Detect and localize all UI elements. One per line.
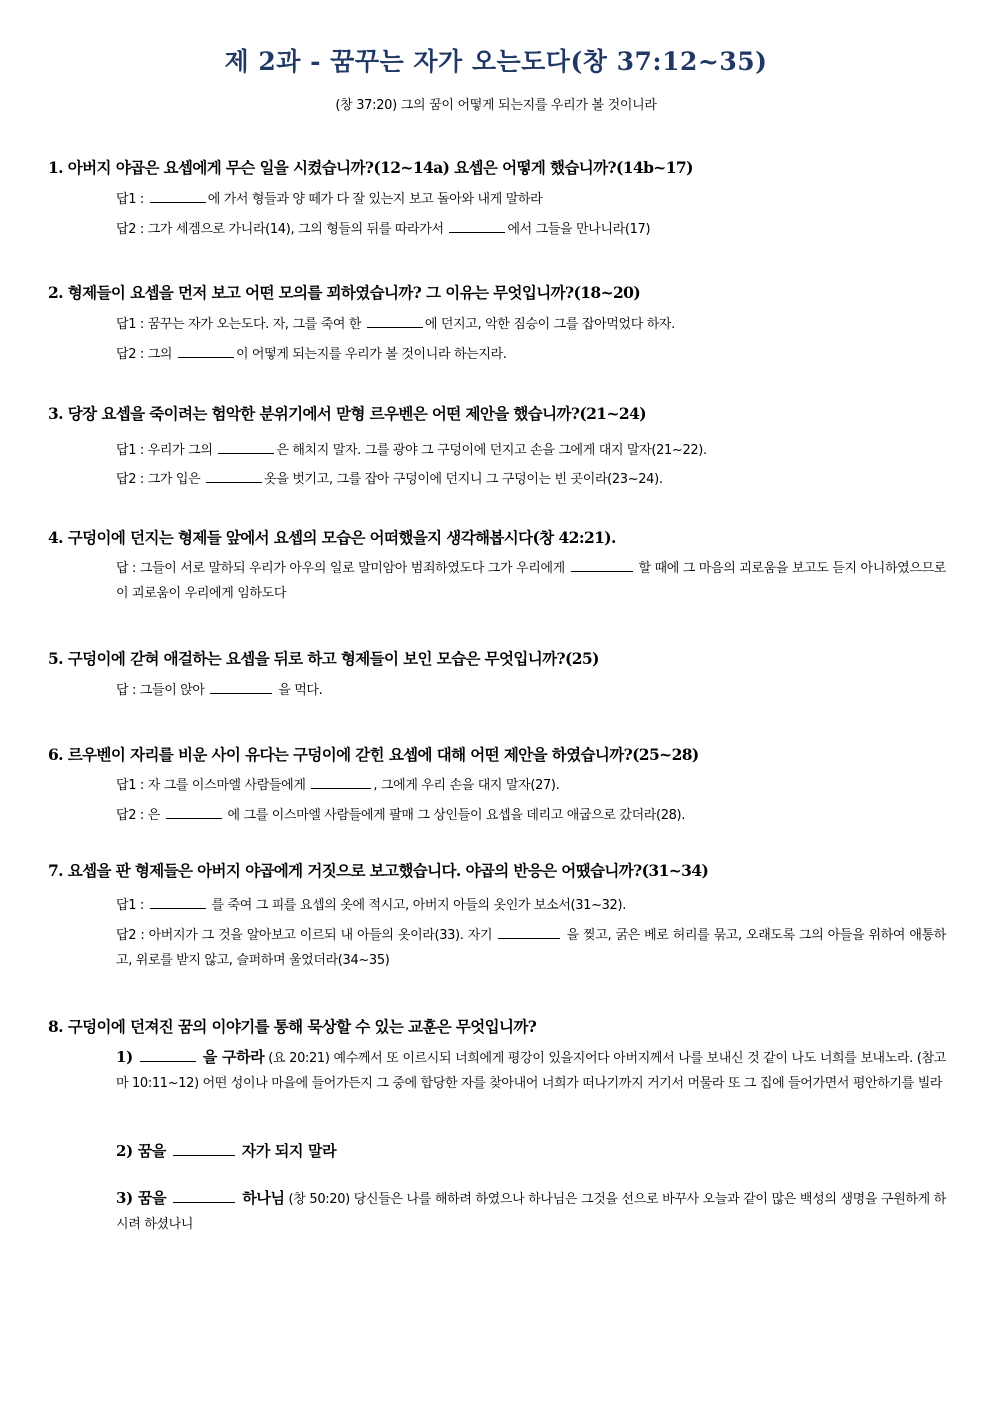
page-title: 제 2과 - 꿈꾸는 자가 오는도다(창 37:12~35) <box>224 47 768 76</box>
answer-text: 답2 : 아버지가 그 것을 알아보고 이르되 내 아들의 옷이라(33). 자기 <box>116 928 497 943</box>
answer-blank[interactable] <box>449 218 505 233</box>
answer-blank[interactable] <box>166 804 222 819</box>
question-4: 4. 구덩이에 던지는 형제들 앞에서 요셉의 모습은 어떠했을지 생각해봅시다(창 42:21). <box>48 528 616 547</box>
answer-2-2 <box>116 342 946 367</box>
lesson-heading: 3) 꿈을 <box>116 1189 172 1207</box>
answer-blank[interactable] <box>367 313 423 328</box>
answer-text: 할 때에 그 마음의 괴로움을 보고도 듣지 아니하였으므로 이 괴로움이 우리에게 임하도다 <box>116 561 946 601</box>
answer-text: 를 죽여 그 피를 요셉의 옷에 적시고, 아버지 아들의 옷인가 보소서(31~32). <box>207 898 626 913</box>
answer-text: 에 던지고, 악한 짐승이 그를 잡아먹었다 하자. <box>424 317 675 332</box>
question-2: 2. 형제들이 요셉을 먼저 보고 어떤 모의를 꾀하였습니까? 그 이유는 무엇입니까?(18~20) <box>48 283 641 302</box>
lesson-heading: 2) 꿈을 <box>116 1142 171 1160</box>
page-subtitle: (창 37:20) 그의 꿈이 어떻게 되는지를 우리가 볼 것이니라 <box>335 98 657 113</box>
answer-blank[interactable] <box>173 1188 235 1203</box>
answer-blank[interactable] <box>173 1141 235 1156</box>
answer-blank[interactable] <box>178 343 234 358</box>
answer-1-2 <box>116 217 946 242</box>
answer-blank[interactable] <box>571 557 633 572</box>
answer-text: 답1 : 꿈꾸는 자가 오는도다. 자, 그를 죽여 한 <box>116 317 365 332</box>
answer-text: 답2 : 그가 세겜으로 가니라(14), 그의 형들의 뒤를 따라가서 <box>116 222 448 237</box>
answer-text: 답2 : 그의 <box>116 347 176 362</box>
lesson-1 <box>116 1045 946 1096</box>
answer-text: 답1 : <box>116 192 148 207</box>
answer-7-2 <box>116 923 946 973</box>
answer-blank[interactable] <box>210 679 272 694</box>
answer-text: 을 찢고, 굵은 베로 허리를 묶고, 오래도록 그의 아들을 위하여 애통하고, 위로를 받지 않고, 슬퍼하며 울었더라(34~35) <box>116 928 946 968</box>
lesson-2 <box>116 1139 946 1165</box>
lesson-heading: 자가 되지 말라 <box>236 1142 337 1160</box>
answer-2-1 <box>116 312 946 337</box>
question-8: 8. 구덩이에 던져진 꿈의 이야기를 통해 묵상할 수 있는 교훈은 무엇입니까? <box>48 1017 537 1036</box>
answer-text: 답 : 그들이 앉아 <box>116 683 209 698</box>
answer-1-1 <box>116 187 946 212</box>
answer-text: 이 어떻게 되는지를 우리가 볼 것이니라 하는지라. <box>235 347 507 362</box>
answer-blank[interactable] <box>150 894 206 909</box>
answer-6-2 <box>116 803 946 828</box>
answer-text: 답1 : 자 그를 이스마엘 사람들에게 <box>116 778 310 793</box>
answer-7-1 <box>116 893 946 918</box>
lesson-number: 1) <box>116 1048 138 1066</box>
answer-text: 에 가서 형들과 양 떼가 다 잘 있는지 보고 돌아와 내게 말하라 <box>207 192 543 207</box>
question-1: 1. 아버지 야곱은 요셉에게 무슨 일을 시켰습니까?(12~14a) 요셉은 어떻게 했습니까?(14b~17) <box>48 158 693 177</box>
answer-3-2 <box>116 467 946 492</box>
answer-text: 은 해치지 말자. 그를 광야 그 구덩이에 던지고 손을 그에게 대지 말자(21~22). <box>276 443 707 458</box>
answer-text: 답1 : 우리가 그의 <box>116 443 217 458</box>
question-6: 6. 르우벤이 자리를 비운 사이 유다는 구덩이에 갇힌 요셉에 대해 어떤 제안을 하였습니까?(25~28) <box>48 745 699 764</box>
lesson-text: (요 20:21) 예수께서 또 이르시되 너희에게 평강이 있을지어다 아버지께서 나를 보내신 것 같이 나도 너희를 보내노라. (참고 마 10:11~12) 어떤 성이나 마을에 들어가든지 그 중에 합당한 자를 찾아내어 너희가 떠나기까지 거기서 머물라 또 그 집에 들어가면서 평안하기를 빌라 <box>116 1051 947 1091</box>
answer-text: , 그에게 우리 손을 대지 말자(27). <box>373 778 560 793</box>
question-3: 3. 당장 요셉을 죽이려는 험악한 분위기에서 맏형 르우벤은 어떤 제안을 했습니까?(21~24) <box>48 404 646 423</box>
answer-5 <box>116 678 946 703</box>
lesson-heading: 하나님 <box>237 1189 285 1207</box>
answer-4 <box>116 556 946 606</box>
answer-blank[interactable] <box>498 924 560 939</box>
answer-blank[interactable] <box>311 774 371 789</box>
answer-text: 답2 : 그가 입은 <box>116 472 205 487</box>
answer-6-1 <box>116 773 946 798</box>
answer-blank[interactable] <box>150 188 206 203</box>
question-5: 5. 구덩이에 갇혀 애걸하는 요셉을 뒤로 하고 형제들이 보인 모습은 무엇입니까?(25) <box>48 649 599 668</box>
answer-blank[interactable] <box>218 439 274 454</box>
lesson-text: (창 50:20) 당신들은 나를 해하려 하였으나 하나님은 그것을 선으로 바꾸사 오늘과 같이 많은 백성의 생명을 구원하게 하시려 하셨나니 <box>116 1192 947 1232</box>
answer-text: 답1 : <box>116 898 148 913</box>
answer-text: 에서 그들을 만나니라(17) <box>507 222 651 237</box>
answer-text: 에 그를 이스마엘 사람들에게 팔매 그 상인들이 요셉을 데리고 애굽으로 갔더라(28). <box>223 808 686 823</box>
lesson-3 <box>116 1186 946 1237</box>
answer-text: 을 먹다. <box>274 683 323 698</box>
answer-blank[interactable] <box>140 1047 196 1062</box>
answer-blank[interactable] <box>206 468 262 483</box>
question-7: 7. 요셉을 판 형제들은 아버지 야곱에게 거짓으로 보고했습니다. 야곱의 반응은 어땠습니까?(31~34) <box>48 861 709 880</box>
answer-text: 답 : 그들이 서로 말하되 우리가 아우의 일로 말미암아 범죄하였도다 그가 우리에게 <box>116 561 569 576</box>
answer-3-1 <box>116 438 946 463</box>
answer-text: 옷을 벗기고, 그를 잡아 구덩이에 던지니 그 구덩이는 빈 곳이라(23~24). <box>264 472 663 487</box>
lesson-heading: 을 구하라 <box>197 1048 265 1066</box>
answer-text: 답2 : 은 <box>116 808 164 823</box>
